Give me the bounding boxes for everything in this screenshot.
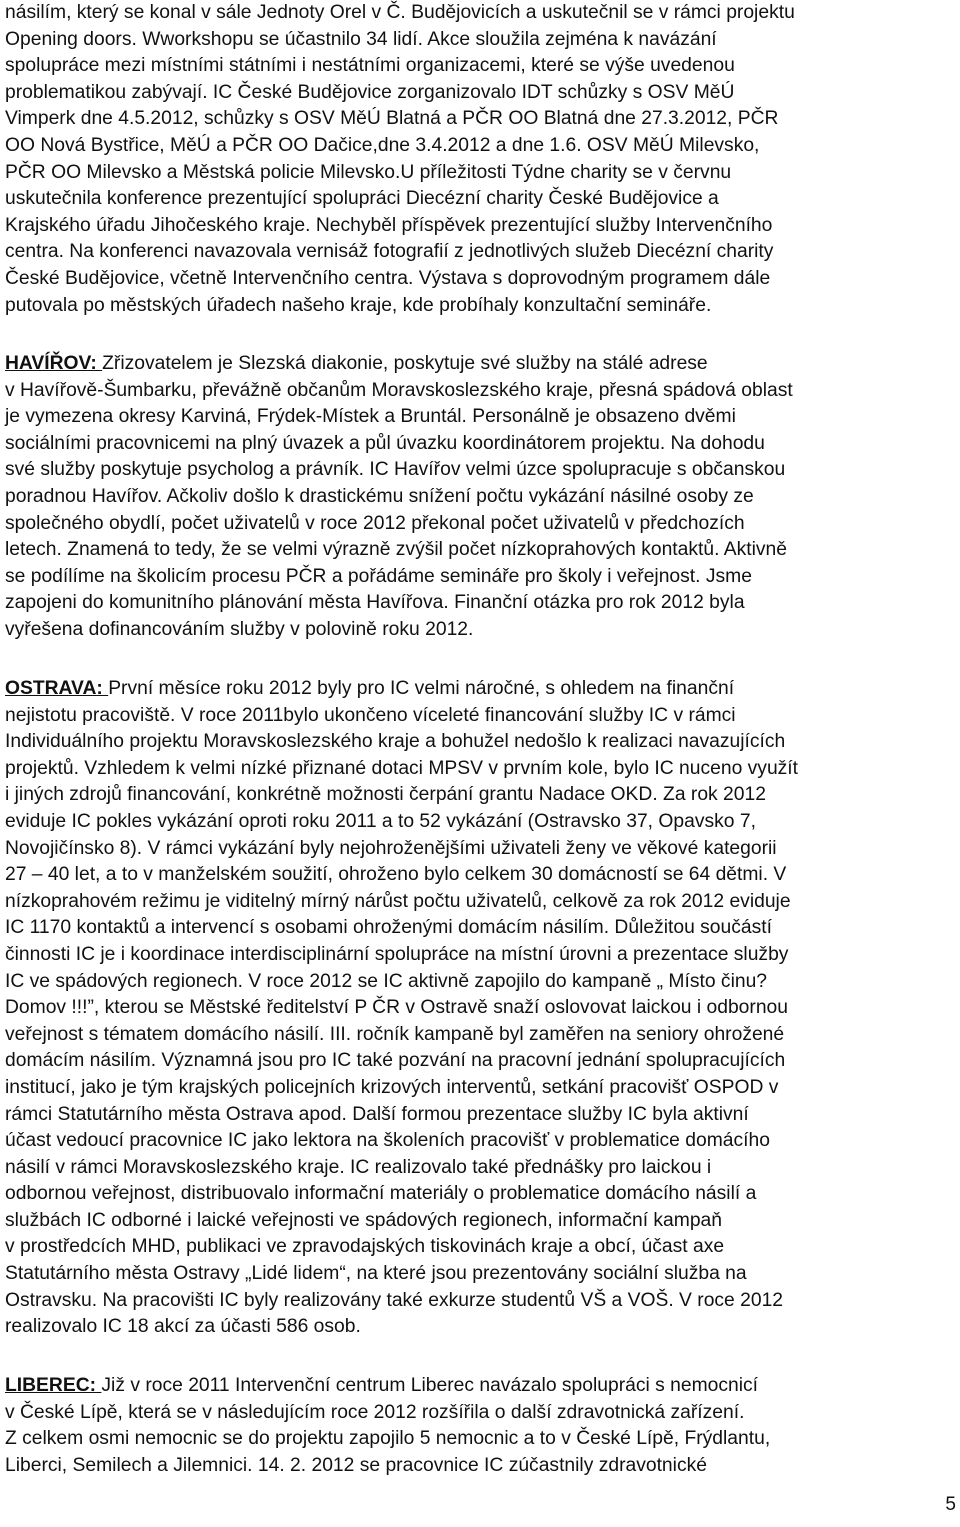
text-line: společného obydlí, počet uživatelů v roce 2012 překonal počet uživatelů v předchozích [5,512,745,534]
text-line: v Havířově-Šumbarku, převážně občanům Moravskoslezského kraje, přesná spádová oblast [5,379,793,401]
text-line: eviduje IC pokles vykázání oproti roku 2011 a to 52 vykázání (Ostravsko 37, Opavsko 7, [5,810,756,832]
text-line [5,676,798,703]
text-line: činnosti IC je i koordinace interdisciplinární spolupráce na místní úrovni a prezentace služby [5,943,789,965]
text-line: své služby poskytuje psycholog a právník. IC Havířov velmi úzce spolupracuje s občanskou [5,459,786,481]
text-line: letech. Znamená to tedy, že se velmi výrazně zvýšil počet nízkoprahových kontaktů. Aktivně [5,539,787,561]
text-line: uskutečnila konference prezentující spolupráci Diecézní charity České Budějovice a [5,188,719,210]
text-line: násilí v rámci Moravskoslezského kraje. IC realizovalo také přednášky pro laickou i [5,1156,712,1178]
text-line: projektů. Vzhledem k velmi nízké přiznané dotaci MPSV v prvním kole, bylo IC nuceno využít [5,757,799,779]
text-fragment: Zřizovatelem je Slezská diakonie, poskytuje své služby na stálé adrese [102,353,708,374]
text-line: poradnou Havířov. Ačkoliv došlo k drastickému snížení počtu vykázání násilné osoby ze [5,485,754,507]
text-line: zapojeni do komunitního plánování města Havířova. Finanční otázka pro rok 2012 byla [5,592,745,614]
text-line: PČR OO Milevsko a Městská policie Milevsko.U příležitosti Týdne charity se v červnu [5,161,732,183]
text-line: Liberci, Semilech a Jilemnici. 14. 2. 2012 se pracovnice IC zúčastnily zdravotnické [5,1454,707,1476]
text-line: Krajského úřadu Jihočeského kraje. Nechyběl příspěvek prezentující služby Intervenčního [5,214,773,236]
text-line: násilím, který se konal v sále Jednoty Orel v Č. Budějovicích a uskutečnil se v rámci projektu [5,2,795,23]
text-line: Novojičínsko 8). V rámci vykázání byly nejohroženějšími uživateli ženy ve věkové kategorii [5,837,777,859]
text-line: Statutárního města Ostravy „Lidé lidem“, na které jsou prezentovány sociální služba na [5,1263,747,1285]
text-line: problematikou zabývají. IC České Budějovice zorganizovalo IDT schůzky s OSV MěÚ [5,81,735,103]
text-line [5,351,793,378]
text-line: i jiných zdrojů financování, konkrétně možnosti čerpání grantu Nadace OKD. Za rok 2012 [5,784,766,806]
text-line: veřejnost s tématem domácího násilí. III. ročník kampaně byl zaměřen na seniory ohrožené [5,1023,785,1045]
text-line: nejistotu pracoviště. V roce 2011bylo ukončeno víceleté financování služby IC v rámci [5,704,736,726]
text-line: Individuálního projektu Moravskoslezského kraje a bohužel nedošlo k realizaci navazujících [5,731,786,753]
text-line [5,1373,770,1400]
text-line: v prostředcích MHD, publikaci ve zpravodajských tiskovinách kraje a obcí, účast axe [5,1236,725,1258]
text-line: realizovalo IC 18 akcí za účasti 586 osob. [5,1316,361,1338]
page-number: 5 [945,1494,956,1515]
text-line: IC 1170 kontaktů a intervencí s osobami ohroženými domácím násilím. Důležitou součástí [5,917,772,939]
text-line: IC ve spádových regionech. V roce 2012 se IC aktivně zapojilo do kampaně „ Místo činu? [5,970,768,992]
text-line: službách IC odborné i laické veřejnosti ve spádových regionech, informační kampaň [5,1209,723,1231]
text-line: putovala po městských úřadech našeho kraje, kde probíhaly konzultační semináře. [5,294,712,316]
text-line: je vymezena okresy Karviná, Frýdek-Místek a Bruntál. Personálně je obsazeno dvěmi [5,406,736,428]
text-line: OO Nová Bystřice, MěÚ a PČR OO Dačice,dne 3.4.2012 a dne 1.6. OSV MěÚ Milevsko, [5,134,760,156]
text-line: odbornou veřejnost, distribuovalo informační materiály o problematice domácího násilí a [5,1183,757,1205]
text-line: institucí, jako je tým krajských policejních krizových interventů, setkání pracovišť OSPOD v [5,1076,779,1098]
text-fragment: Již v roce 2011 Intervenční centrum Liberec navázalo spolupráci s nemocnicí [101,1375,759,1396]
text-line: Opening doors. Wworkshopu se účastnilo 34 lidí. Akce sloužila zejména k navázání [5,28,717,50]
text-line: v České Lípě, která se v následujícím roce 2012 rozšířila o další zdravotnická zařízení. [5,1401,745,1423]
paragraph-ostrava [5,676,798,1341]
text-line: Z celkem osmi nemocnic se do projektu zapojilo 5 nemocnic a to v České Lípě, Frýdlantu, [5,1428,771,1450]
text-line: rámci Statutárního města Ostrava apod. Další formou prezentace služby IC byla aktivní [5,1103,749,1125]
section-heading-havirov: HAVÍŘOV: [5,353,103,374]
text-fragment: První měsíce roku 2012 byly pro IC velmi náročné, s ohledem na finanční [108,678,735,699]
text-line: Domov !!!”, kterou se Městské ředitelství P ČR v Ostravě snaží oslovovat laickou i odbornou [5,997,788,1019]
text-line: 27 – 40 let, a to v manželském soužití, ohroženo bylo celkem 30 domácností se 64 dětmi. V [5,864,787,886]
text-line: domácím násilím. Významná jsou pro IC také pozvání na pracovní jednání spolupracujících [5,1050,786,1072]
text-line: České Budějovice, včetně Intervenčního centra. Výstava s doprovodným programem dále [5,267,771,289]
text-line: se podílíme na školicím procesu PČR a pořádáme semináře pro školy i veřejnost. Jsme [5,565,752,587]
paragraph-havirov [5,351,793,644]
text-line: Vimperk dne 4.5.2012, schůzky s OSV MěÚ Blatná a PČR OO Blatná dne 27.3.2012, PČR [5,108,779,130]
text-line: centra. Na konferenci navazovala vernisáž fotografií z jednotlivých služeb Diecézní charity [5,241,774,263]
section-heading-liberec: LIBEREC: [5,1375,102,1396]
paragraph-ceske-budejovice [5,0,795,319]
text-line: nízkoprahovém režimu je viditelný mírný nárůst počtu uživatelů, celkově za rok 2012 eviduje [5,890,791,912]
section-heading-ostrava: OSTRAVA: [5,678,109,699]
text-line: Ostravsku. Na pracovišti IC byly realizovány také exkurze studentů VŠ a VOŠ. V roce 2012 [5,1289,784,1311]
text-line: vyřešena dofinancováním služby v polovině roku 2012. [5,618,474,640]
text-line: spolupráce mezi místními státními i nestátními organizacemi, které se výše uvedenou [5,55,735,77]
text-line: sociálními pracovnicemi na plný úvazek a půl úvazku koordinátorem projektu. Na dohodu [5,432,765,454]
text-line: účast vedoucí pracovnice IC jako lektora na školeních pracovišť v problematice domácího [5,1130,770,1152]
paragraph-liberec [5,1373,770,1479]
